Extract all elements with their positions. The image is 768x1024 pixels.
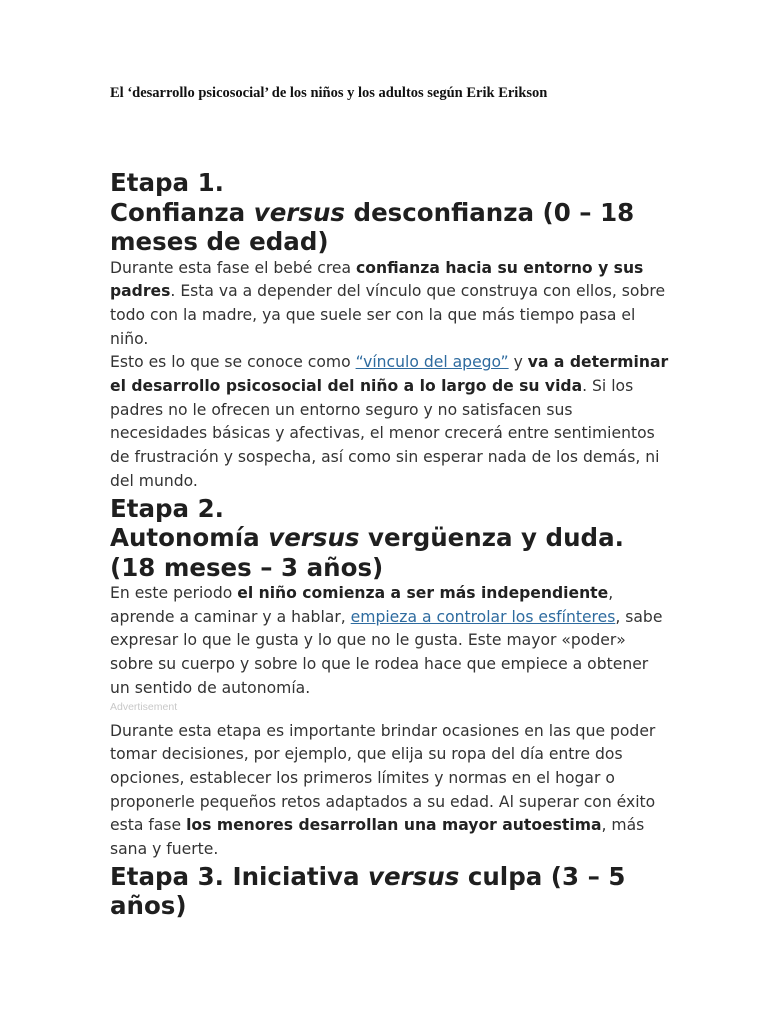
stage-2-heading [110,494,670,583]
stage-3-title-a: Etapa 3. Iniciativa [110,861,369,891]
advertisement-label: Advertisement [110,700,178,713]
bold-run: va a determinar el desarrollo psicosocial del niño a lo largo de su vida [110,353,669,396]
controlar-esfinteres-link[interactable]: empieza a controlar los esfínteres [350,607,616,626]
text-run: . Si los padres no le ofrecen un entorno seguro y no satisfacen sus necesidades básicas y afectivas, el menor crecerá entre sentimientos de frustración y sospecha, así como sin esperar nada de los demás, ni del mundo. [110,377,660,490]
text-run: , aprende a caminar y a hablar, [110,584,614,626]
stage-3-heading [110,862,670,921]
stage-1-title-versus: versus [253,197,345,227]
stage-1-heading [110,168,670,257]
text-run: Esto es lo que se conoce como [110,353,356,372]
stage-2-title-b: vergüenza y duda. (18 meses – 3 años) [110,523,624,582]
text-run: , sabe expresar lo que le gusta y lo que no le gusta. Este mayor «poder» sobre su cuerpo y sobre lo que le rodea hace que empiece a obtener un sentido de autonomía. [110,607,663,697]
text-run: Durante esta fase el bebé crea [110,258,357,277]
stage-1-paragraph-1 [110,257,670,352]
stage-2-title [110,523,670,582]
stage-1-title-a: Confianza [110,197,254,227]
text-run: Durante esta etapa es importante brindar ocasiones en las que poder tomar decisiones, por ejemplo, que elija su ropa del día entre dos opciones, establecer los primeros límites y normas en el hogar o proponerle pequeños retos adaptados a su edad. Al superar con éxito esta fase [110,721,656,835]
stage-1-number: Etapa 1. [110,168,224,197]
vinculo-apego-link[interactable]: “vínculo del apego” [355,353,509,372]
stage-3-title-versus: versus [368,861,460,891]
article-content [110,168,670,921]
stage-1-paragraph-2 [110,351,670,493]
stage-2-paragraph-1 [110,582,670,701]
stage-3-title-b: culpa (3 – 5 años) [110,861,626,921]
text-run: , más sana y fuerte. [110,816,645,859]
bold-run: el niño comienza a ser más independiente [237,584,609,603]
document-title: El ‘desarrollo psicosocial’ de los niños y los adultos según Erik Erikson [110,85,548,101]
stage-2-number: Etapa 2. [110,493,224,523]
stage-2-title-versus: versus [268,523,360,553]
stage-1-title-b: desconfianza (0 – 18 meses de edad) [110,197,635,256]
stage-1-title [110,198,670,257]
text-run: En este periodo [110,584,238,603]
stage-2-paragraph-2 [110,720,670,862]
text-run: . Esta va a depender del vínculo que construya con ellos, sobre todo con la madre, ya que suele ser con la que más tiempo pasa el niño. [110,282,666,348]
bold-run: confianza hacia su entorno y sus padres [110,258,644,301]
stage-2-title-a: Autonomía [110,523,269,553]
bold-run: los menores desarrollan una mayor autoestima [186,816,602,835]
text-run: y [508,353,528,372]
